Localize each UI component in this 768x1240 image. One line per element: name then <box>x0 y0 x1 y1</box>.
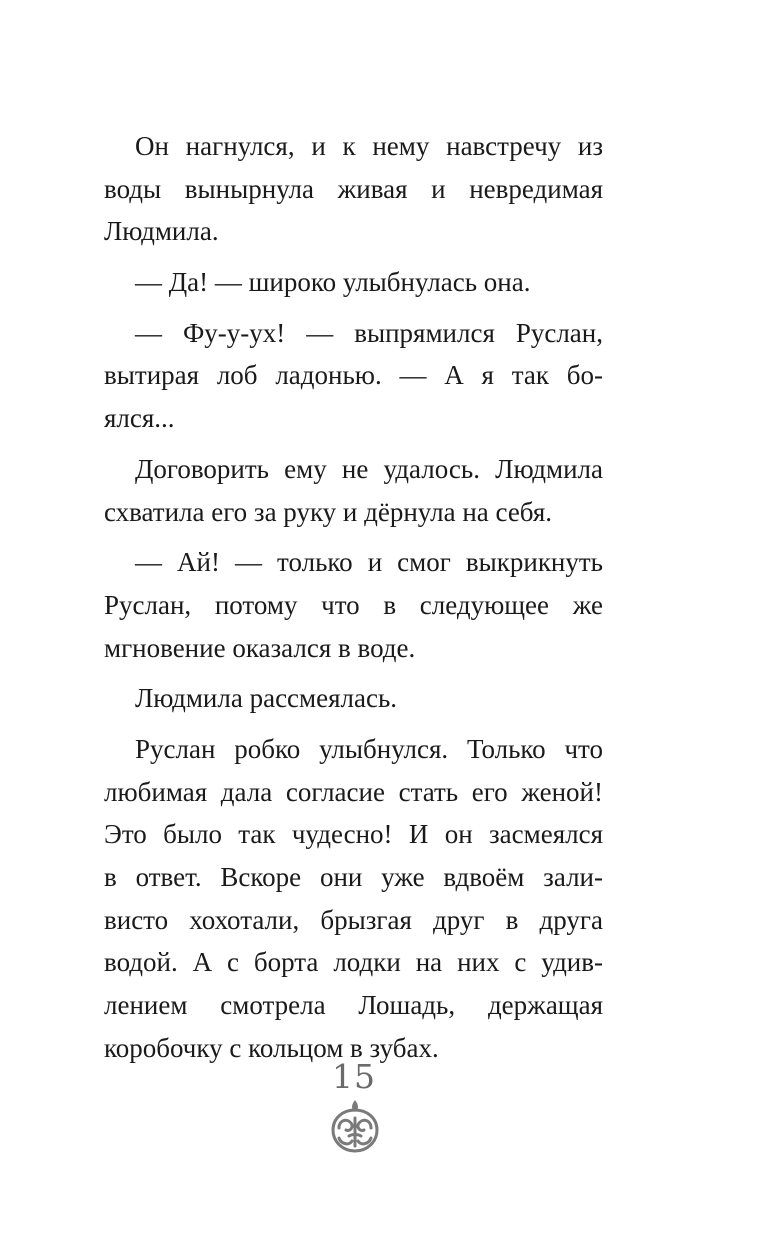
paragraph-5 <box>104 541 603 669</box>
text-line: Людмила. <box>104 216 219 247</box>
body-text <box>104 125 603 1077</box>
floral-ornament-icon <box>325 1096 385 1156</box>
text-line: — Фу-у-ух! — выпрямился Руслан, <box>135 317 603 348</box>
paragraph-1 <box>104 125 603 253</box>
text-line: в ответ. Вскоре они уже вдвоём зали- <box>104 862 603 892</box>
text-line: Руслан, потому что в следующее же <box>104 589 603 620</box>
text-line: Руслан робко улыбнулся. Только что <box>135 733 603 764</box>
paragraph-3 <box>104 312 603 440</box>
text-line: воды вынырнула живая и невредимая <box>104 173 603 204</box>
paragraph-7 <box>104 728 603 1070</box>
text-line: любимая дала согласие стать его женой! <box>104 776 603 807</box>
text-line: — Да! — широко улыбнулась она. <box>135 267 531 298</box>
text-line: висто хохотали, брызгая друг в друга <box>104 904 603 935</box>
paragraph-2 <box>104 261 603 304</box>
text-line: вытирая лоб ладонью. — А я так бо- <box>104 360 603 391</box>
text-line: коробочку с кольцом в зубах. <box>104 1032 439 1063</box>
text-line: водой. А с борта лодки на них с удив- <box>104 947 603 978</box>
text-line: Он нагнулся, и к нему навстречу из <box>135 131 603 161</box>
paragraph-4 <box>104 448 603 533</box>
page-number: 15 <box>332 1057 376 1096</box>
text-line: схватила его за руку и дёрнула на себя. <box>104 496 553 527</box>
text-line: Людмила рассмеялась. <box>135 683 398 714</box>
text-line: — Ай! — только и смог выкрикнуть <box>135 547 603 578</box>
paragraph-6 <box>104 677 603 720</box>
text-line: лением смотрела Лошадь, держащая <box>104 990 603 1021</box>
text-line: Договорить ему не удалось. Людмила <box>135 453 603 484</box>
text-line: мгновение оказался в воде. <box>104 632 416 663</box>
text-line: ялся... <box>104 403 175 434</box>
text-line: Это было так чудесно! И он засмеялся <box>104 819 603 850</box>
